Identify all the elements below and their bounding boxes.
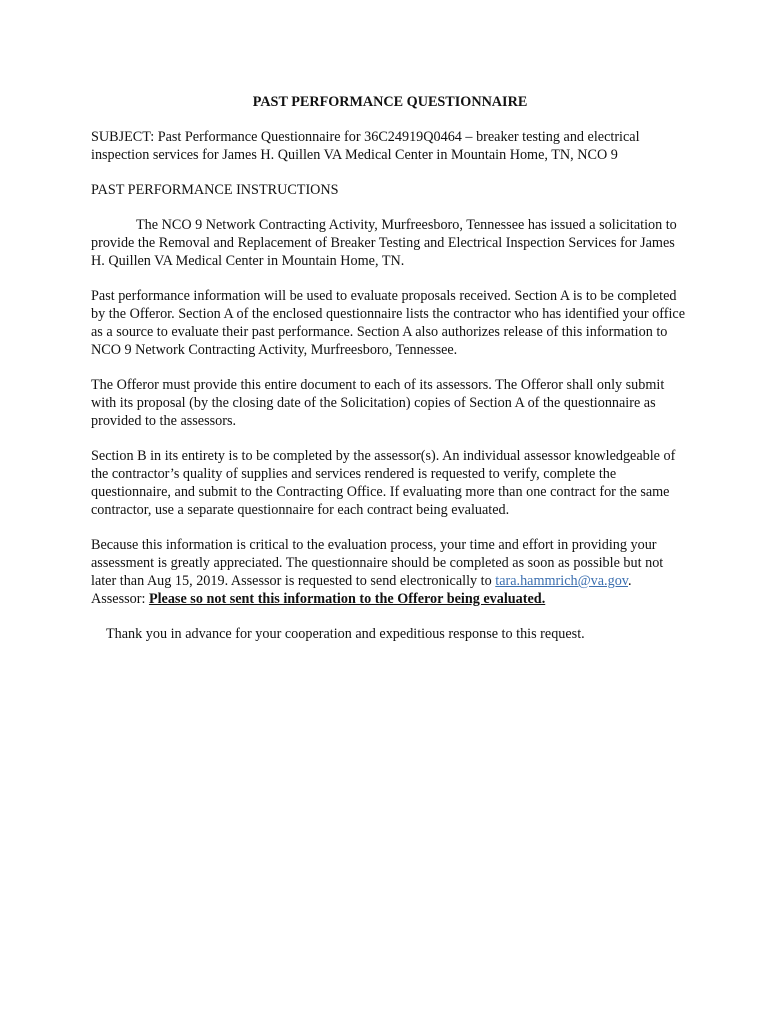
thanks-line: Thank you in advance for your cooperation and expeditious response to this request. [106, 626, 585, 642]
intro-paragraph: The NCO 9 Network Contracting Activity, Murfreesboro, Tennessee has issued a solicitation to provide the Removal and Replacement of Breaker Testing and Electrical Inspection Services for James H. Quillen VA Medical Center in Mountain Home, TN. [91, 217, 677, 269]
subject-line: SUBJECT: Past Performance Questionnaire for 36C24919Q0464 – breaker testing and electrical inspection services for James H. Quillen VA Medical Center in Mountain Home, TN, NCO 9 [91, 129, 640, 163]
section-b-paragraph: Section B in its entirety is to be completed by the assessor(s). An individual assessor knowledgeable of the contractor’s quality of supplies and services rendered is requested to verify, complete the questionnaire, and submit to the Contracting Office. If evaluating more than one contract for the same contractor, use a separate questionnaire for each contract being evaluated. [91, 448, 676, 518]
document-title: PAST PERFORMANCE QUESTIONNAIRE [252, 94, 528, 110]
document-body [91, 93, 687, 660]
assessor-label: . Assessor: [91, 573, 632, 607]
email-link[interactable]: tara.hammrich@va.gov [495, 573, 628, 589]
offeror-paragraph: The Offeror must provide this entire document to each of its assessors. The Offeror shall only submit with its proposal (by the closing date of the Solicitation) copies of Section A of the questionnaire as provided to the assessors. [91, 377, 665, 429]
evaluation-paragraph: Past performance information will be used to evaluate proposals received. Section A is to be completed by the Offeror. Section A of the enclosed questionnaire lists the contractor who has identified your office as a source to evaluate their past performance. Section A also authorizes release of this information to NCO 9 Network Contracting Activity, Murfreesboro, Tennessee. [91, 288, 686, 358]
critical-paragraph [91, 536, 687, 608]
critical-paragraph-text: Because this information is critical to the evaluation process, your time and effort in providing your assessment is greatly appreciated. The questionnaire should be completed as soon as possible but not later than Aug 15, 2019. Assessor is requested to send electronically to [91, 537, 664, 589]
instructions-heading: PAST PERFORMANCE INSTRUCTIONS [91, 182, 339, 198]
warning-text: Please so not sent this information to the Offeror being evaluated. [148, 591, 546, 607]
